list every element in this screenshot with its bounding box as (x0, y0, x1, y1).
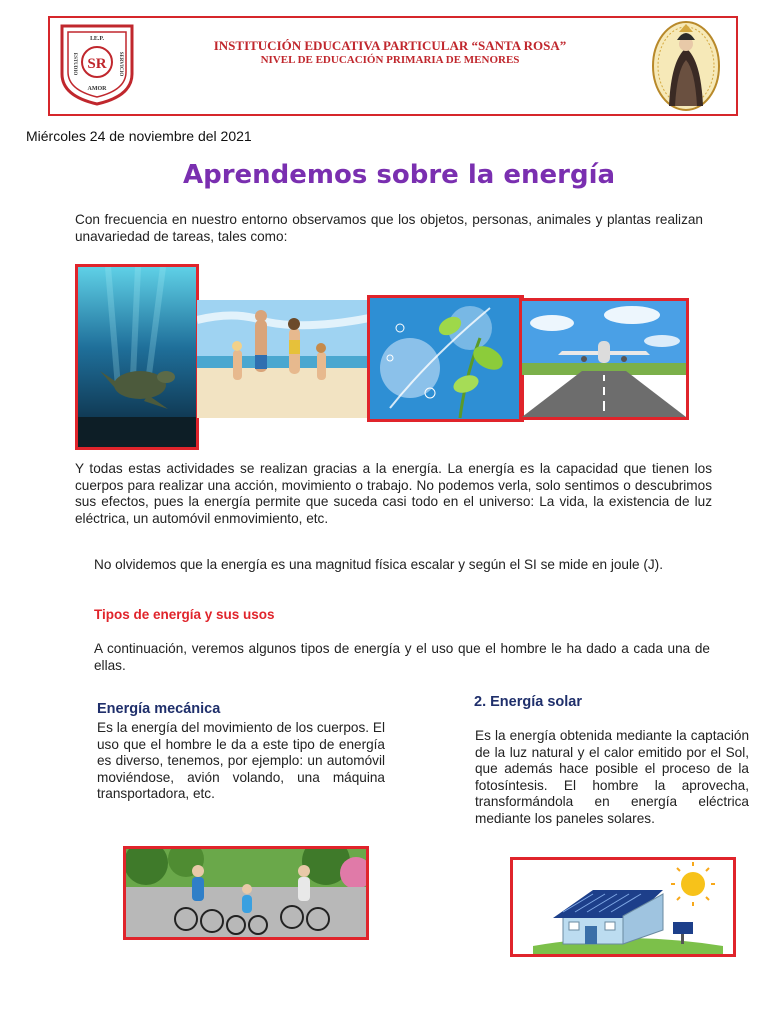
solar-energy-heading: 2. Energía solar (474, 694, 582, 710)
institution-level: NIVEL DE EDUCACIÓN PRIMARIA DE MENORES (260, 54, 520, 66)
mechanical-energy-heading: Energía mecánica (97, 701, 221, 717)
school-crest-logo (58, 22, 136, 106)
page-title: Aprendemos sobre la energía (182, 160, 616, 190)
document-date: Miércoles 24 de noviembre del 2021 (26, 128, 252, 144)
crest-top-text: I.E.P. (90, 36, 104, 42)
header-frame (48, 16, 738, 116)
crest-right-text: SERVICIO (118, 51, 123, 77)
airplane-takeoff-photo (519, 298, 689, 420)
energy-definition-paragraph: Y todas estas actividades se realizan gracias a la energía. La energía es la capacidad que tienen los cuerpos para realizar una acción, movimiento o trabajo. No podemos verla, solo sentimos o descubrimos sus efectos, pues la energía permite que suceda casi todo en el universo: La vida, la existencia de luz eléctrica, un automóvil enmovimiento, etc. (75, 461, 712, 526)
energy-unit-paragraph: No olvidemos que la energía es una magnitud física escalar y según el SI se mide en joule (J). (94, 557, 663, 572)
types-heading: Tipos de energía y sus usos (94, 607, 275, 622)
mechanical-energy-text: Es la energía del movimiento de los cuerpos. El uso que el hombre le da a este tipo de energía es diverso, tenemos, por ejemplo: un automóvil moviéndose, avión volando, una máquina transportadora, etc. (97, 720, 385, 801)
sea-turtle-photo (75, 264, 199, 450)
intro-paragraph: Con frecuencia en nuestro entorno observamos que los objetos, personas, animales y plantas realizan unavariedad de tareas, tales como: (75, 212, 703, 244)
solar-energy-text: Es la energía obtenida mediante la captación de la luz natural y el calor emitido por el Sol, que además hace posible el proceso de la fotosíntesis. El hombre la aprovecha, transformándola en energía eléctrica mediante los paneles solares. (475, 728, 749, 826)
family-beach-photo (197, 300, 369, 418)
institution-name: INSTITUCIÓN EDUCATIVA PARTICULAR “SANTA ROSA” (213, 38, 567, 53)
crest-initials: SR (87, 56, 107, 72)
crest-bottom-text: AMOR (87, 86, 107, 92)
plant-leaves-photo (367, 295, 524, 422)
santa-rosa-emblem (651, 20, 721, 112)
crest-left-text: ESTUDIO (72, 52, 77, 76)
cycling-family-photo (123, 846, 369, 940)
solar-house-illustration (510, 857, 736, 957)
types-intro-paragraph: A continuación, veremos algunos tipos de energía y el uso que el hombre le ha dado a cada una de ellas. (94, 641, 710, 673)
